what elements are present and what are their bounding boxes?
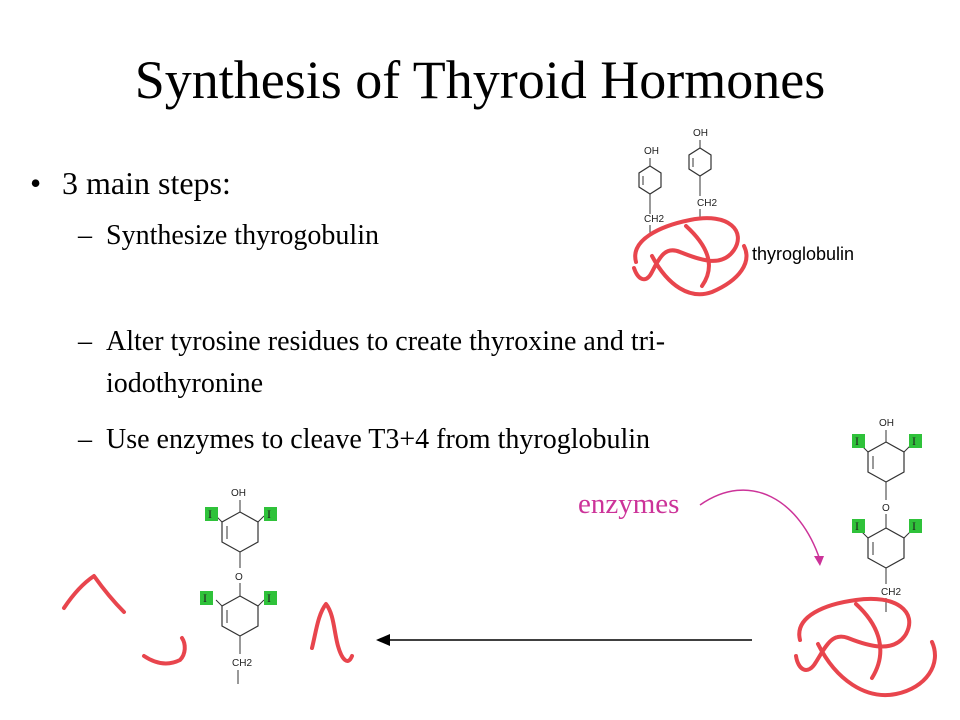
oh-label: OH bbox=[693, 128, 708, 139]
ch2-label: CH2 bbox=[232, 658, 253, 669]
handwritten-bracket-top bbox=[64, 576, 124, 612]
benzene-ring bbox=[639, 166, 661, 194]
tyrosine-residue-2 bbox=[689, 128, 717, 218]
handwritten-bracket-bottom bbox=[144, 638, 185, 663]
iodine-label: I bbox=[267, 507, 271, 521]
thyroglobulin-scribble-bottom bbox=[796, 599, 935, 695]
ether-oxygen-label: O bbox=[235, 572, 243, 583]
oh-label: OH bbox=[231, 488, 246, 499]
iodine-label: I bbox=[208, 507, 212, 521]
step-2-text-line1: Alter tyrosine residues to create thyroxine and tri- bbox=[106, 326, 666, 357]
ch2-label: CH2 bbox=[881, 587, 902, 598]
iodine-label: I bbox=[203, 591, 207, 605]
thyroxine-on-thyroglobulin bbox=[852, 418, 922, 612]
iodine-label: I bbox=[267, 591, 271, 605]
enzymes-label: enzymes bbox=[578, 488, 680, 520]
iodine-label: I bbox=[855, 519, 859, 533]
bullet-main-steps: 3 main steps: bbox=[62, 165, 231, 201]
iodine-label: I bbox=[855, 434, 859, 448]
thyroglobulin-scribble-top bbox=[634, 218, 746, 294]
benzene-ring bbox=[689, 148, 711, 176]
handwritten-squiggle bbox=[312, 604, 352, 661]
free-thyroxine bbox=[200, 488, 277, 684]
step-3-text: Use enzymes to cleave T3+4 from thyroglobulin bbox=[106, 424, 651, 455]
oh-label: OH bbox=[879, 418, 894, 429]
enzymes-arrow bbox=[700, 490, 820, 560]
step-2-text-line2: iodothyronine bbox=[106, 368, 264, 399]
cleavage-arrowhead bbox=[376, 634, 390, 646]
dash: – bbox=[78, 424, 92, 455]
iodine-label: I bbox=[912, 434, 916, 448]
dash: – bbox=[78, 220, 92, 251]
ch2-label: CH2 bbox=[697, 198, 718, 209]
bullet-dot: • bbox=[30, 165, 42, 201]
oh-label: OH bbox=[644, 146, 659, 157]
enzymes-arrowhead bbox=[814, 556, 824, 566]
dash: – bbox=[78, 326, 92, 357]
slide-title: Synthesis of Thyroid Hormones bbox=[134, 50, 826, 110]
tyrosine-residue-1 bbox=[639, 146, 664, 234]
step-1-text: Synthesize thyrogobulin bbox=[106, 220, 379, 251]
thyroglobulin-label: thyroglobulin bbox=[752, 244, 855, 264]
ether-oxygen-label: O bbox=[882, 503, 890, 514]
ch2-label: CH2 bbox=[644, 214, 665, 225]
iodine-label: I bbox=[912, 519, 916, 533]
